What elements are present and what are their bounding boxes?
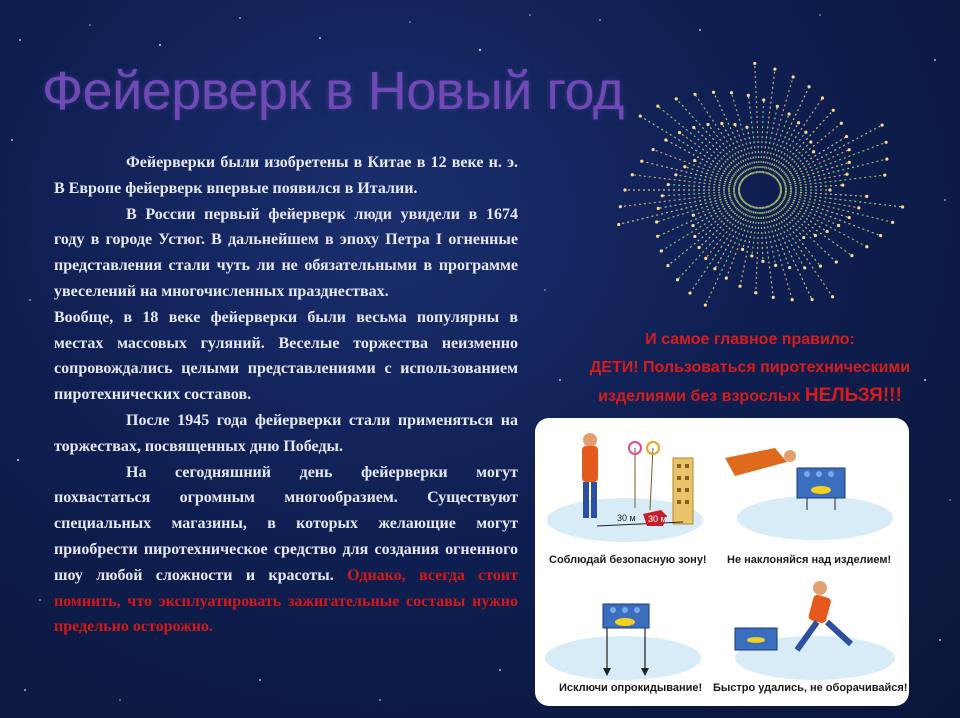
firework-spark-tip — [656, 235, 659, 238]
paragraph — [54, 460, 518, 641]
firework-spark — [705, 206, 752, 305]
firework-spark-tip — [747, 94, 750, 97]
firework-spark-tip — [623, 188, 626, 191]
firework-spark-tip — [884, 141, 887, 144]
firework-spark-tip — [802, 236, 805, 239]
firework-spark-tip — [664, 138, 667, 141]
firework-spark — [747, 127, 757, 173]
firework-spark-tip — [848, 148, 851, 151]
firework-spark-tip — [753, 62, 756, 65]
firework-spark — [779, 196, 849, 218]
firework-spark-tip — [693, 235, 696, 238]
firework-spark-tip — [733, 123, 736, 126]
firework-spark-tip — [772, 296, 775, 299]
firework-spark-tip — [639, 114, 642, 117]
firework-spark-tip — [879, 234, 882, 237]
firework-spark — [653, 150, 742, 184]
firework-spark-tip — [692, 214, 695, 217]
firework-spark-tip — [698, 246, 701, 249]
rule-text: изделиями без взрослых — [598, 388, 801, 405]
firework-spark — [779, 159, 887, 185]
firework-spark-tip — [797, 121, 800, 124]
firework-spark-tip — [688, 291, 691, 294]
safe-zone-illustration — [547, 433, 703, 542]
firework-spark-tip — [661, 194, 664, 197]
firework-spark — [756, 207, 760, 293]
firework-spark — [708, 124, 749, 175]
firework-spark-tip — [738, 285, 741, 288]
firework-spark — [779, 162, 849, 184]
firework-spark-tip — [683, 165, 686, 168]
firework-spark-tip — [725, 277, 728, 280]
paragraph: В России первый фейерверк люди увидели в 1674 году в городе Устюг. В дальнейшем в эпоху Петра I огненные представления стали чуть ли не обязательными в программе увеселений на многочисленных празднествах. — [54, 205, 518, 300]
firework-spark — [762, 69, 775, 173]
firework-spark-tip — [848, 216, 851, 219]
firework-spark — [695, 201, 745, 237]
firework-spark — [658, 198, 743, 236]
firework-spark-tip — [819, 265, 822, 268]
firework-spark-tip — [881, 124, 884, 127]
firework-spark — [640, 116, 744, 180]
firework-spark-tip — [754, 291, 757, 294]
firework-spark-tip — [773, 68, 776, 71]
firework-spark — [773, 142, 810, 177]
rule-line — [570, 382, 930, 411]
firework-spark — [774, 202, 815, 236]
firework-spark-tip — [741, 248, 744, 251]
firework-spark-tip — [619, 205, 622, 208]
firework-spark — [770, 205, 833, 297]
firework-spark-tip — [865, 245, 868, 248]
paragraph: После 1945 года фейерверки стали применяться на торжествах, посвященных дню Победы. — [54, 411, 518, 455]
firework-spark-tip — [828, 188, 831, 191]
firework-spark-tip — [666, 264, 669, 267]
firework-spark — [774, 123, 841, 178]
firework-spark — [769, 123, 799, 175]
firework-spark-tip — [675, 97, 678, 100]
firework-spark — [772, 203, 803, 237]
rule-line: И самое главное правило: — [645, 331, 855, 348]
firework-spark-tip — [845, 135, 848, 138]
firework-spark-tip — [667, 183, 670, 186]
firework-spark-tip — [845, 173, 848, 176]
firework-spark-tip — [840, 122, 843, 125]
firework-spark-tip — [691, 224, 694, 227]
firework-spark — [780, 194, 859, 208]
firework-spark-tip — [826, 230, 829, 233]
firework-spark — [772, 110, 833, 176]
firework-spark — [767, 206, 812, 300]
firework-spark-tip — [809, 140, 812, 143]
firework-spark-tip — [857, 206, 860, 209]
firework-spark-tip — [837, 224, 840, 227]
firework-spark-tip — [807, 85, 810, 88]
do-not-lean-illustration — [725, 448, 893, 540]
page-title: Фейерверк в Новый год — [42, 61, 624, 121]
safety-warning: Однако, всегда стоит помнить, что эксплуатировать зажигательные составы нужно предельно осторожно. — [54, 566, 519, 636]
firework-spark-tip — [652, 148, 655, 151]
firework-spark-tip — [655, 220, 658, 223]
firework-spark-tip — [835, 260, 838, 263]
move-away-illustration — [735, 581, 895, 680]
firework-spark-tip — [831, 295, 834, 298]
firework-spark-tip — [804, 131, 807, 134]
firework-spark-tip — [676, 278, 679, 281]
firework-spark-tip — [720, 122, 723, 125]
firework-spark-tip — [745, 126, 748, 129]
distance-label: 30 м — [648, 514, 667, 524]
firework-spark — [668, 202, 746, 266]
firework-spark-tip — [692, 126, 695, 129]
firework-spark — [765, 77, 793, 173]
firework-spark-tip — [792, 75, 795, 78]
firework-spark-tip — [657, 207, 660, 210]
firework-spark-tip — [750, 254, 753, 257]
firework-spark-tip — [848, 161, 851, 164]
firework-spark-tip — [865, 195, 868, 198]
caption: Быстро удались, не оборачивайся! — [713, 682, 908, 694]
firework-spark-tip — [761, 260, 764, 263]
firework-spark-tip — [774, 264, 777, 267]
caption: Соблюдай безопасную зону! — [549, 554, 707, 566]
rule-line: ДЕТИ! Пользоваться пиротехническими — [589, 359, 911, 376]
firework-spark-tip — [713, 267, 716, 270]
firework-spark-tip — [678, 131, 681, 134]
paragraph-text: На сегодняшний день фейерверки могут похвастаться огромным многообразием. Существуют специальных магазины, в которых желающие могут приобрести пиротехническое средство для создания огненного шоу любой сложности и красоты. — [54, 463, 518, 584]
firework-spark-tip — [660, 249, 663, 252]
firework-spark — [740, 207, 756, 287]
firework-spark — [722, 124, 751, 175]
firework-spark-tip — [617, 223, 620, 226]
firework-spark-tip — [821, 96, 824, 99]
firework-spark — [699, 203, 747, 248]
rule-emphasis: НЕЛЬЗЯ!!! — [804, 385, 902, 406]
article-text — [54, 150, 518, 640]
prevent-tipping-illustration — [545, 604, 701, 680]
firework-spark-tip — [712, 91, 715, 94]
firework-spark-tip — [832, 109, 835, 112]
firework-spark-tip — [901, 205, 904, 208]
firework-spark-tip — [631, 173, 634, 176]
firework-spark-tip — [704, 257, 707, 260]
firework-spark-tip — [706, 123, 709, 126]
firework-spark-tip — [850, 254, 853, 257]
caption: Не наклоняйся над изделием! — [727, 554, 892, 566]
firework-spark — [642, 161, 741, 185]
firework-spark-tip — [674, 173, 677, 176]
firework-spark — [765, 206, 792, 299]
firework-spark-tip — [693, 93, 696, 96]
firework-spark — [780, 185, 843, 189]
firework-spark-tip — [787, 112, 790, 115]
firework-spark — [714, 92, 753, 174]
firework-spark-tip — [656, 105, 659, 108]
main-rule — [570, 326, 930, 411]
firework-spark-tip — [885, 157, 888, 160]
paragraph: Вообще, в 18 веке фейерверки были весьма популярны в местах массовых гуляний. Веселые торжества неизменно сопровождались целыми представлениями с использованием пиротехнических составов. — [54, 308, 518, 404]
distance-label: 30 м — [617, 513, 636, 523]
firework-spark-tip — [891, 221, 894, 224]
firework-spark — [761, 207, 763, 261]
firework-spark — [678, 203, 748, 279]
firework-spark-tip — [730, 91, 733, 94]
firework-spark — [767, 87, 809, 174]
firework-spark-tip — [841, 183, 844, 186]
firework-spark-tip — [640, 160, 643, 163]
paragraph: Фейерверки были изобретены в Китае в 12 веке н. э. В Европе фейерверк впервые появился в Италии. — [54, 154, 518, 197]
firework-spark-tip — [776, 105, 779, 108]
firework-spark — [780, 191, 867, 196]
firework-spark-tip — [788, 266, 791, 269]
firework-spark-tip — [762, 98, 765, 101]
caption: Исключи опрокидывание! — [559, 682, 703, 694]
firework-spark-tip — [810, 298, 813, 301]
firework-spark-tip — [791, 298, 794, 301]
firework-spark-tip — [883, 173, 886, 176]
firework-spark — [771, 204, 820, 266]
firework-spark-tip — [814, 234, 817, 237]
firework-spark-tip — [693, 159, 696, 162]
safety-rules-panel — [535, 418, 909, 706]
firework-spark-tip — [812, 150, 815, 153]
firework-spark — [695, 94, 750, 175]
firework-spark — [657, 196, 742, 222]
firework-spark-tip — [803, 266, 806, 269]
firework-spark-tip — [704, 303, 707, 306]
firework-spark — [766, 114, 789, 174]
